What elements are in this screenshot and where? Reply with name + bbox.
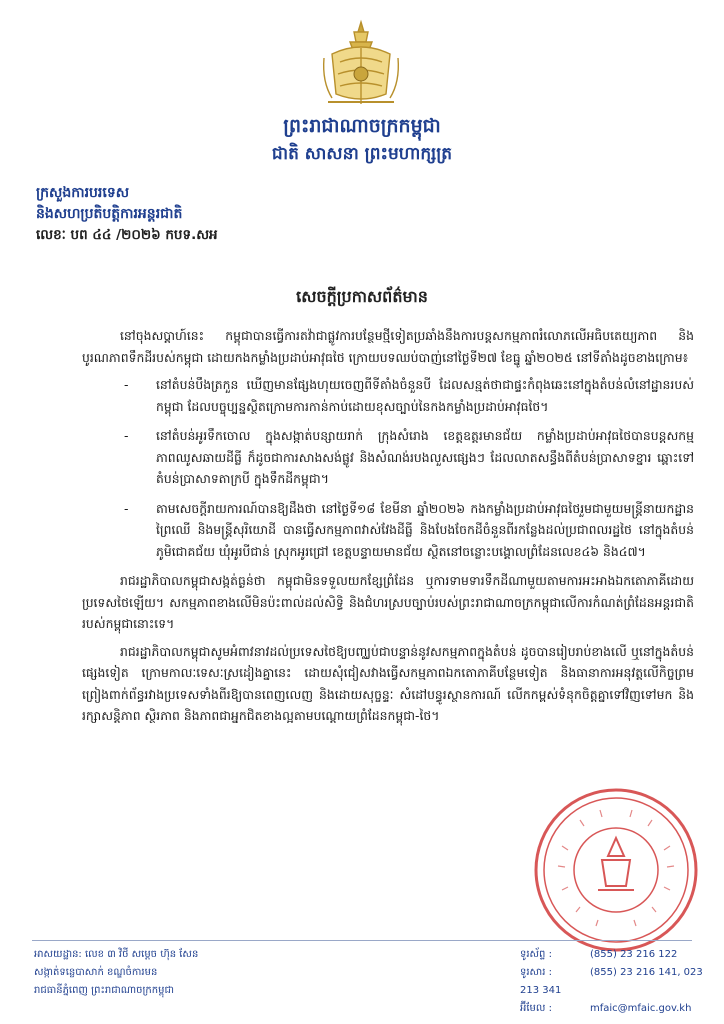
national-motto: ជាតិ សាសនា ព្រះមហាក្សត្រ [271, 144, 453, 164]
email-label: អ៊ីមែល : [520, 1003, 552, 1014]
paragraph-intro: នៅចុងសប្តាហ៍នេះ កម្ពុជាបានធ្វើការតវ៉ាជាផ្លូវការបន្ថែមថ្មីទៀតប្រឆាំងនឹងការបន្តសកម្មភាពរំលោភលើអធិបតេយ្យភាព និងបូរណភាពទឹកដីរបស់កម្ពុជា ដោយកងកម្លាំងប្រដាប់អាវុធថៃ ក្រោយបទឈប់បាញ់នៅថ្ងៃទី២៧ ខែធ្នូ ឆ្នាំ២០២៥ នៅទីតាំងដូចខាងក្រោម៖ [82, 328, 694, 365]
phone-label: ទូរស័ព្ទ : [520, 949, 552, 960]
incident-item: - នៅតំបន់បឹងត្រកួន ឃើញមានផ្សែងហុយចេញពីទីតាំងចំនួនបី ដែលសន្មត់ថាជាផ្ទះកំពុងឆេះនៅក្នុងតំបន់លំនៅដ្ឋានរបស់កម្ពុជា ដែលបច្ចុប្បន្នស្ថិតក្រោមការកាន់កាប់ដោយខុសច្បាប់នៃកងកម្លាំងប្រដាប់អាវុធថៃ។ [156, 374, 694, 417]
document-title: សេចក្តីប្រកាសព័ត៌មាន [296, 287, 428, 306]
reference-number: លេខៈ បព ៤៤ /២០២៦ កបទ.សអ [36, 227, 218, 243]
ministry-name-line2: និងសហប្រតិបត្តិការអន្តរជាតិ [36, 206, 183, 222]
incident-list [82, 374, 694, 562]
official-seal-stamp-icon [532, 786, 700, 954]
paragraph-position: រាជរដ្ឋាភិបាលកម្ពុជាសង្កត់ធ្ងន់ថា កម្ពុជាមិនទទួលយកខ្សែព្រំដែន ឬការទាមទារទឹកដីណាមួយតាមការអះអាងឯកតោភាគីដោយប្រទេសថៃឡើយ។ សកម្មភាពខាងលើមិនប៉ះពាល់ដល់សិទ្ធិ និងជំហរស្របច្បាប់របស់ព្រះរាជាណាចក្រកម្ពុជាលើការកំណត់ព្រំដែនអន្តរជាតិរបស់កម្ពុជានោះទេ។ [82, 573, 694, 631]
ministry-name-line1: ក្រសួងការបរទេស [36, 185, 130, 201]
incident-item: - តាមសេចក្តីរាយការណ៍បានឱ្យដឹងថា នៅថ្ងៃទី១៨ ខែមីនា ឆ្នាំ២០២៦ កងកម្លាំងប្រដាប់អាវុធថៃរួមជាមួយមន្ត្រីនាយកដ្ឋានព្រៃឈើ និងមន្ត្រីសុរិយោដី បានធ្វើសកម្មភាពវាស់វែងដីធ្លី និងបែងចែកដីចំនួនពីរកន្លែងដល់ប្រជាពលរដ្ឋថៃ នៅក្នុងតំបន់ភូមិជោគជ័យ ឃុំអូរបីជាន់ ស្រុកអូរជ្រៅ ខេត្តបន្ទាយមានជ័យ ស្ថិតនៅចន្លោះបង្គោលព្រំដែនលេខ៤៦ និង៤៧។ [156, 498, 694, 563]
footer-address [34, 946, 198, 1000]
fax-label: ទូរសារ : [520, 967, 552, 978]
phone-number: (855) 23 216 122 [590, 949, 678, 960]
email-address: mfaic@mfaic.gov.kh [590, 1003, 692, 1014]
royal-emblem-icon [318, 18, 404, 110]
footer-contact [520, 946, 724, 1018]
kingdom-name: ព្រះរាជាណាចក្រកម្ពុជា [283, 115, 441, 137]
address-line: អាសយដ្ឋាន: លេខ ៣ វិថី សម្តេច ហ៊ុន សែន [34, 949, 199, 960]
incident-item: - នៅតំបន់អូរទឹកចោល ក្នុងសង្កាត់បន្សាយរាក់ ក្រុងសំរោង ខេត្តឧត្តរមានជ័យ កម្លាំងប្រដាប់អាវុធថៃបានបន្តសកម្មភាពឈូសឆាយដីធ្លី ក៏ដូចជាការសាងសង់ផ្លូវ និងសំណង់របងលួសផ្សេងៗ ដែលលាតសន្ធឹងពីតំបន់ប្រាសាទខ្នារ ឆ្ពោះទៅតំបន់ប្រាសាទតាក្របី ក្នុងទឹកដីកម្ពុជា។ [156, 425, 694, 490]
footer-divider [32, 940, 692, 941]
address-line: សង្កាត់ទន្លេបាសាក់ ខណ្ឌចំការមន [34, 967, 158, 978]
address-line: រាជធានីភ្នំពេញ ព្រះរាជាណាចក្រកម្ពុជា [34, 985, 174, 996]
document-body [82, 325, 694, 733]
paragraph-appeal: រាជរដ្ឋាភិបាលកម្ពុជាសូមអំពាវនាវដល់ប្រទេសថៃឱ្យបញ្ឈប់ជាបន្ទាន់នូវសកម្មភាពក្នុងតំបន់ ដូចបានរៀបរាប់ខាងលើ ឬនៅក្នុងតំបន់ផ្សេងទៀត ក្រោមកាលៈទេសៈស្រដៀងគ្នានេះ ដោយសុំជៀសវាងធ្វើសកម្មភាពឯកតោភាគីបន្ថែមទៀត និងធានាការអនុវត្តលើកិច្ចព្រមព្រៀងពាក់ព័ន្ធរវាងប្រទេសទាំងពីរឱ្យបានពេញលេញ និងដោយសុច្ចន្ទៈ សំដៅបន្ធូរស្ថានការណ៍ លើកកម្ពស់ទំនុកចិត្តគ្នាទៅវិញទៅមក និងរក្សាសន្តិភាព ស្ថិរភាព និងភាពជាអ្នកជិតខាងល្អតាមបណ្តោយព្រំដែនកម្ពុជា-ថៃ។ [82, 643, 694, 723]
fax-number: (855) 23 216 141, 023 213 341 [520, 967, 703, 996]
